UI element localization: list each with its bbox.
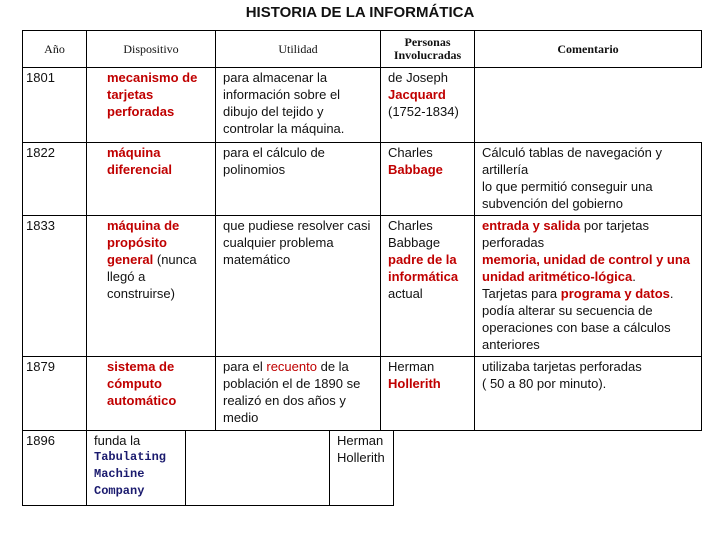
row-1822-device: [86, 142, 216, 216]
row-1801-year: 1801: [22, 67, 87, 143]
row-1879-utility: para el recuento de la población el de 1890 se realizó en dos años y medio: [215, 356, 381, 431]
row-1896-year: 1896: [22, 430, 87, 506]
row-1833-utility: que pudiese resolver casi cualquier problema matemático: [215, 215, 381, 357]
person-name: Hollerith: [388, 376, 441, 391]
device-name: máquina de propósito general: [107, 218, 180, 267]
row-1896-persons: Herman Hollerith: [329, 430, 394, 506]
row-1879-device: [86, 356, 216, 431]
row-1879-persons: Herman Hollerith: [380, 356, 475, 431]
header-anio: Año: [22, 30, 87, 68]
person-name: Babbage: [388, 162, 443, 177]
row-1822-comment: Cálculó tablas de navegación y artillería lo que permitió conseguir una subvención del gobierno: [474, 142, 702, 216]
row-1896-device: funda la Tabulating Machine Company: [86, 430, 186, 506]
row-1801-persons: de Joseph Jacquard (1752-1834): [380, 67, 475, 143]
row-1801-utility: para almacenar la información sobre el dibujo del tejido y controlar la máquina.: [215, 67, 381, 143]
row-1879-comment: utilizaba tarjetas perforadas ( 50 a 80 por minuto).: [474, 356, 702, 431]
header-utilidad: Utilidad: [215, 30, 381, 68]
person-name: Jacquard: [388, 87, 446, 102]
device-name: sistema de cómputo automático: [107, 359, 177, 408]
row-1879-year: 1879: [22, 356, 87, 431]
person-role: padre de la informática: [388, 252, 459, 284]
header-dispositivo: Dispositivo: [86, 30, 216, 68]
row-1833-comment: entrada y salida por tarjetas perforadas memoria, unidad de control y una unidad aritmético-lógica. Tarjetas para programa y datos. podía alterar su secuencia de operaciones con base a cálculos anteriores: [474, 215, 702, 357]
row-1833-persons: Charles Babbage padre de la informática actual: [380, 215, 475, 357]
row-1822-persons: Charles Babbage: [380, 142, 475, 216]
header-personas: Personas Involucradas: [380, 30, 475, 68]
row-1833-device: máquina de propósito general (nunca llegó a construirse): [86, 215, 216, 357]
row-1801-device: [86, 67, 216, 143]
row-1822-utility: para el cálculo de polinomios: [215, 142, 381, 216]
row-1822-year: 1822: [22, 142, 87, 216]
row-1896-utility: [185, 430, 330, 506]
company-name: Tabulating Machine Company: [94, 450, 167, 498]
device-name: mecanismo de tarjetas perforadas: [107, 70, 198, 119]
row-1833-year: 1833: [22, 215, 87, 357]
page-title: HISTORIA DE LA INFORMÁTICA: [245, 4, 475, 21]
header-comentario: Comentario: [474, 30, 702, 68]
device-name: máquina diferencial: [107, 145, 173, 177]
